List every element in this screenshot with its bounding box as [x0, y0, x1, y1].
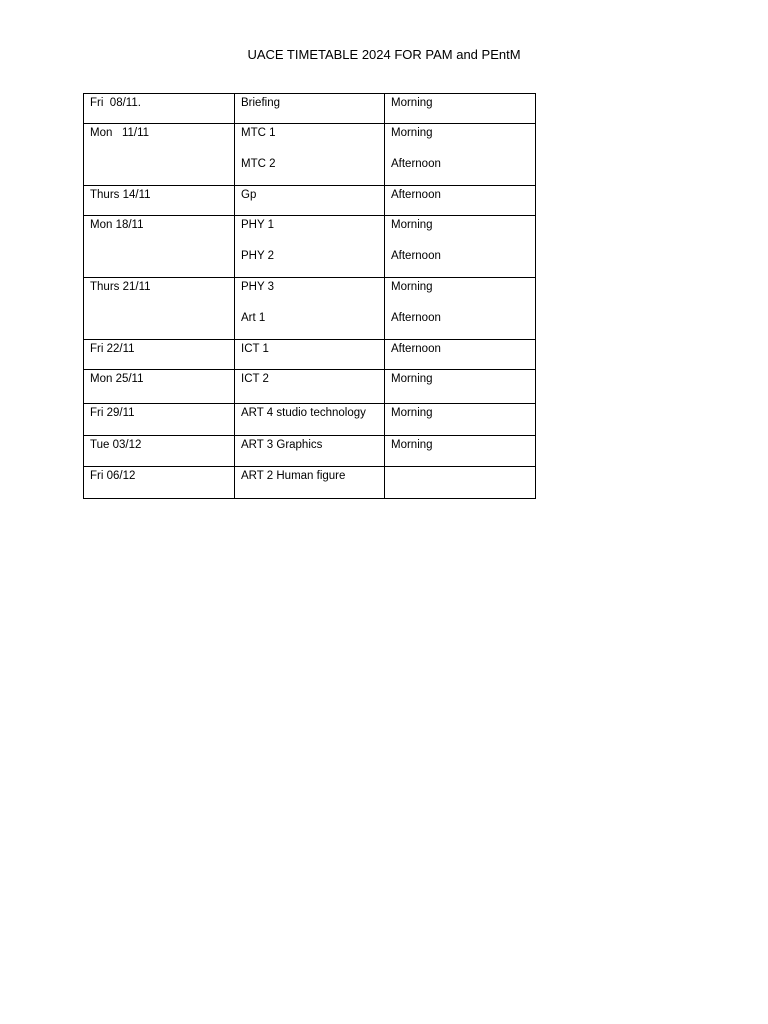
session-text	[391, 468, 529, 484]
date-cell	[84, 186, 235, 216]
date-cell	[84, 216, 235, 278]
paper-text: PHY 1	[241, 219, 275, 231]
paper-cell	[235, 467, 385, 499]
session-cell	[385, 436, 536, 467]
session-cell	[385, 216, 536, 278]
document-title: UACE TIMETABLE 2024 FOR PAM and PEntM	[247, 47, 521, 62]
paper-text: ICT 1	[241, 343, 269, 355]
session-text: Afternoon	[391, 250, 441, 262]
paper-cell	[235, 94, 385, 124]
date-cell	[84, 404, 235, 436]
session-cell	[385, 278, 536, 340]
session-text: Morning	[391, 127, 433, 139]
table-row	[84, 467, 536, 499]
paper-text: ART 2 Human figure	[241, 470, 346, 482]
date-text: Fri 08/11.	[90, 97, 141, 109]
table-row	[84, 124, 536, 186]
paper-text: ART 3 Graphics	[241, 439, 323, 451]
table-row	[84, 278, 536, 340]
paper-text: MTC 1	[241, 127, 276, 139]
paper-cell	[235, 436, 385, 467]
paper-cell	[235, 404, 385, 436]
paper-text: Briefing	[241, 97, 280, 109]
paper-cell	[235, 340, 385, 370]
table-row	[84, 216, 536, 278]
session-text: Morning	[391, 219, 433, 231]
date-text: Thurs 14/11	[90, 189, 151, 201]
date-text: Mon 18/11	[90, 219, 144, 231]
date-text: Fri 06/12	[90, 470, 136, 482]
session-text: Afternoon	[391, 312, 441, 324]
table-row	[84, 186, 536, 216]
paper-cell	[235, 278, 385, 340]
session-cell	[385, 404, 536, 436]
date-text: Fri 22/11	[90, 343, 135, 355]
session-text: Afternoon	[391, 189, 441, 201]
session-cell	[385, 186, 536, 216]
session-text: Afternoon	[391, 343, 441, 355]
paper-text: PHY 2	[241, 250, 275, 262]
date-cell	[84, 94, 235, 124]
session-text: Morning	[391, 407, 433, 419]
session-text: Morning	[391, 281, 433, 293]
table-row	[84, 370, 536, 404]
date-cell	[84, 124, 235, 186]
date-cell	[84, 340, 235, 370]
paper-text: ART 4 studio technology	[241, 407, 366, 419]
table-row	[84, 340, 536, 370]
paper-text: Gp	[241, 189, 257, 201]
paper-cell	[235, 124, 385, 186]
session-text: Morning	[391, 97, 433, 109]
table-row	[84, 436, 536, 467]
timetable	[83, 93, 536, 499]
session-text: Morning	[391, 373, 433, 385]
session-cell	[385, 340, 536, 370]
paper-cell	[235, 216, 385, 278]
table-row	[84, 404, 536, 436]
table-row	[84, 94, 536, 124]
paper-cell	[235, 370, 385, 404]
session-cell	[385, 370, 536, 404]
date-cell	[84, 467, 235, 499]
date-cell	[84, 436, 235, 467]
date-cell	[84, 278, 235, 340]
session-cell	[385, 124, 536, 186]
date-text: Mon 11/11	[90, 127, 150, 139]
date-text: Fri 29/11	[90, 407, 135, 419]
paper-cell	[235, 186, 385, 216]
session-text: Afternoon	[391, 158, 441, 170]
session-cell	[385, 467, 536, 499]
session-text: Morning	[391, 439, 433, 451]
date-cell	[84, 370, 235, 404]
paper-text: ICT 2	[241, 373, 269, 385]
session-cell	[385, 94, 536, 124]
paper-text: MTC 2	[241, 158, 276, 170]
date-text: Mon 25/11	[90, 373, 144, 385]
date-text: Tue 03/12	[90, 439, 142, 451]
date-text: Thurs 21/11	[90, 281, 151, 293]
paper-text: PHY 3	[241, 281, 275, 293]
paper-text: Art 1	[241, 312, 266, 324]
